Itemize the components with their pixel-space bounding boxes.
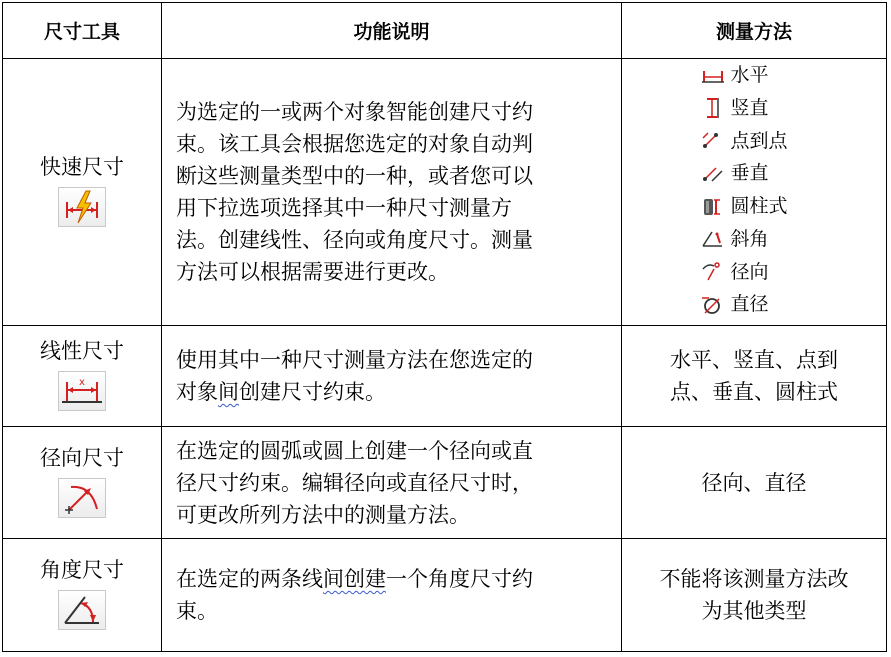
method-list [700,59,787,321]
method-cell [622,539,887,652]
radial-icon [700,261,726,283]
desc-line: 断这些测量类型中的一种，或者您可以 [176,164,533,188]
angular-dimension-icon [58,590,106,630]
method-label: 径向 [730,260,769,283]
method-label: 点到点 [730,129,788,152]
radial-dimension-icon [58,478,106,518]
method-item [700,190,787,223]
desc-fragment: 间 [218,380,239,404]
method-item [700,223,787,256]
desc-line: 用下拉选项选择其中一种尺寸测量方 [176,196,512,220]
method-item [700,157,787,190]
row-radial-dimension [3,427,887,539]
function-description [162,427,622,539]
method-line: 为其他类型 [701,599,807,623]
header-function: 功能说明 [162,3,622,59]
tool-name: 角度尺寸 [40,558,124,582]
method-line: 水平、竖直、点到 [670,348,838,372]
tool-cell [3,59,162,326]
svg-text:x: x [79,377,85,388]
desc-line: 为选定的一或两个对象智能创建尺寸约 [176,100,533,124]
method-label: 竖直 [730,97,769,120]
desc-line [176,376,607,408]
dimension-tools-table [2,2,887,652]
tool-cell [3,326,162,427]
header-method: 测量方法 [622,3,887,59]
linear-dimension-icon [58,371,106,411]
method-item [700,256,787,289]
desc-line: 使用其中一种尺寸测量方法在您选定的 [176,348,533,372]
desc-line: 法。创建线性、径向或角度尺寸。测量 [176,228,533,252]
vertical-icon [700,97,726,119]
header-tool: 尺寸工具 [3,3,162,59]
function-description [162,539,622,652]
rapid-dimension-icon [58,187,106,227]
header-row [3,3,887,59]
desc-line: 可更改所列方法中的测量方法。 [176,502,470,527]
desc-line: 径尺寸约束。编辑径向或直径尺寸时， [176,470,533,495]
desc-fragment: 在选定的两条线 [176,567,323,591]
tool-name: 径向尺寸 [40,445,124,470]
method-item [700,59,787,92]
desc-fragment: 创建尺寸约束。 [239,380,386,404]
method-label: 斜角 [730,227,769,250]
desc-line: 束。 [176,599,218,623]
method-cell [622,427,887,539]
method-item [700,288,787,321]
desc-fragment: 间创建 [323,567,386,591]
method-label: 水平 [730,64,769,87]
method-label: 直径 [730,293,769,316]
cylindrical-icon [700,196,726,218]
method-label: 圆柱式 [730,195,788,218]
tool-name: 快速尺寸 [40,155,124,179]
tool-cell [3,539,162,652]
tool-name: 线性尺寸 [40,339,124,363]
tool-cell [3,427,162,539]
function-description [162,326,622,427]
desc-line: 束。该工具会根据您选定的对象自动判 [176,132,533,156]
desc-line: 在选定的圆弧或圆上创建一个径向或直 [176,438,533,463]
desc-fragment: 对象 [176,380,218,404]
method-item [700,92,787,125]
perpendicular-icon [700,163,726,185]
desc-line: 方法可以根据需要进行更改。 [176,260,449,284]
row-linear-dimension [3,326,887,427]
desc-fragment: 一个角度尺寸约 [386,567,533,591]
function-description [162,59,622,326]
point-to-point-icon [700,130,726,152]
desc-line [176,563,607,595]
row-angular-dimension [3,539,887,652]
method-label: 垂直 [730,162,769,185]
method-cell [622,59,887,326]
method-line: 径向、直径 [701,470,807,495]
angled-icon [700,228,726,250]
method-item [700,125,787,158]
row-rapid-dimension [3,59,887,326]
method-cell [622,326,887,427]
method-line: 点、垂直、圆柱式 [670,380,838,404]
diameter-icon [700,294,726,316]
horizontal-icon [700,65,726,87]
method-line: 不能将该测量方法改 [659,567,849,591]
